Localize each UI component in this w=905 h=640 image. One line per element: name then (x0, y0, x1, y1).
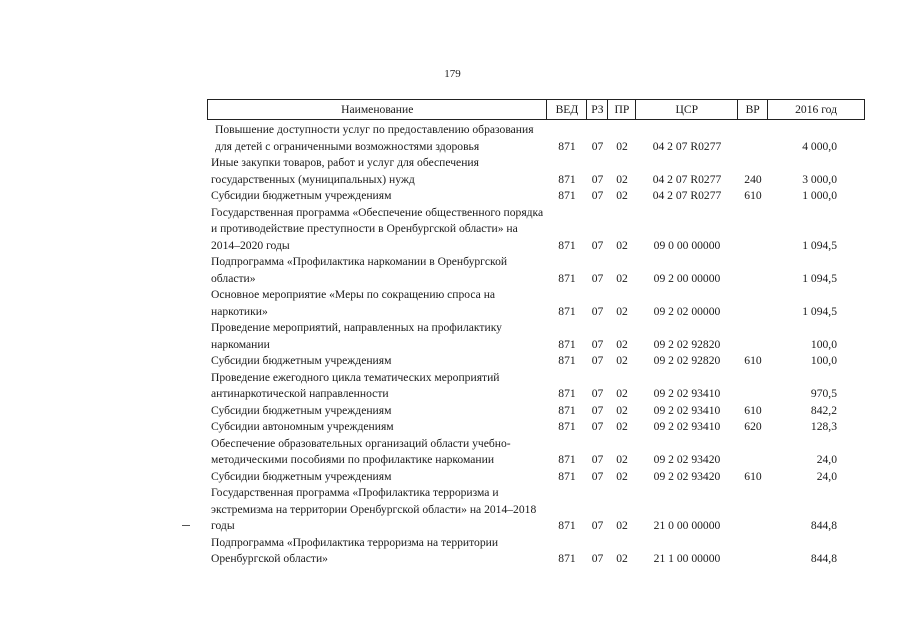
row-csr: 09 2 02 93410 (653, 403, 721, 417)
table-row (207, 320, 865, 353)
row-csr: 09 2 02 93410 (653, 387, 721, 400)
row-name: Проведение мероприятий, направленных на профилактику наркомании (211, 321, 502, 351)
row-rz: 07 (591, 238, 604, 252)
row-csr: 09 2 02 00000 (653, 304, 721, 318)
row-pr: 02 (616, 238, 628, 252)
row-csr: 09 2 00 00000 (653, 271, 721, 285)
row-ved: 871 (558, 420, 576, 433)
row-rz: 07 (591, 403, 604, 417)
row-vr: 610 (744, 469, 762, 483)
header-year: 2016 год (768, 100, 865, 119)
row-csr: 21 1 00 00000 (653, 552, 721, 565)
row-rz: 07 (591, 387, 604, 400)
row-csr: 04 2 07 R0277 (652, 139, 722, 153)
row-name: Обеспечение образовательных организаций области учебно-методическими пособиями по профилактике наркомании (211, 436, 511, 466)
table-row (207, 353, 865, 370)
row-pr: 02 (616, 172, 628, 186)
row-rz: 07 (591, 304, 604, 318)
row-amount: 1 094,5 (802, 238, 837, 252)
row-pr: 02 (616, 420, 628, 433)
table-row (207, 535, 865, 568)
row-pr: 02 (616, 139, 628, 153)
row-rz: 07 (591, 469, 604, 483)
row-vr: 610 (744, 189, 762, 202)
table-header (207, 99, 865, 120)
table-row (207, 205, 865, 255)
row-ved: 871 (558, 519, 576, 532)
row-rz: 07 (591, 420, 604, 433)
row-amount: 842,2 (810, 403, 837, 417)
row-vr: 610 (744, 354, 762, 367)
row-vr: 240 (744, 172, 762, 186)
row-ved: 871 (558, 387, 576, 400)
row-ved: 871 (558, 139, 576, 153)
table-row (207, 370, 865, 403)
budget-table (207, 99, 865, 568)
row-amount: 4 000,0 (802, 139, 837, 153)
row-amount: 1 094,5 (802, 271, 837, 285)
row-rz: 07 (591, 337, 604, 351)
row-name: Подпрограмма «Профилактика терроризма на территории Оренбургской области» (211, 535, 499, 565)
row-ved: 871 (558, 403, 576, 417)
row-pr: 02 (616, 453, 628, 466)
header-ved: ВЕД (547, 100, 587, 119)
row-name: Субсидии автономным учреждениям (211, 420, 394, 433)
header-pr: ПР (608, 100, 636, 119)
table-row (207, 254, 865, 287)
row-ved: 871 (558, 172, 576, 186)
row-pr: 02 (616, 354, 628, 367)
row-name: Субсидии бюджетным учреждениям (211, 189, 392, 202)
row-csr: 21 0 00 00000 (653, 519, 721, 532)
row-ved: 871 (558, 453, 576, 466)
table-row (207, 403, 865, 420)
row-ved: 871 (558, 469, 576, 483)
row-amount: 844,8 (810, 519, 837, 532)
row-rz: 07 (591, 552, 604, 565)
row-name: Государственная программа «Обеспечение общественного порядка и противодействие преступности в Оренбургской области» на 2014–2020 годы (211, 205, 544, 252)
row-rz: 07 (591, 354, 604, 367)
row-pr: 02 (616, 519, 628, 532)
table-row (207, 287, 865, 320)
row-amount: 100,0 (810, 337, 837, 351)
row-name: Субсидии бюджетным учреждениям (211, 403, 392, 417)
row-amount: 1 000,0 (802, 189, 837, 202)
row-csr: 09 2 02 93410 (653, 420, 721, 433)
row-amount: 128,3 (810, 420, 837, 433)
table-row (207, 485, 865, 535)
row-amount: 24,0 (816, 469, 837, 483)
row-amount: 3 000,0 (802, 172, 837, 186)
margin-mark (182, 525, 190, 526)
row-rz: 07 (591, 172, 604, 186)
row-amount: 844,8 (810, 552, 837, 565)
row-pr: 02 (616, 337, 628, 351)
row-csr: 09 2 02 93420 (653, 469, 721, 483)
row-pr: 02 (616, 469, 628, 483)
row-amount: 100,0 (810, 354, 837, 367)
table-row (207, 436, 865, 469)
row-csr: 09 2 02 92820 (653, 337, 721, 351)
row-csr: 04 2 07 R0277 (652, 172, 722, 186)
row-pr: 02 (616, 304, 628, 318)
row-amount: 24,0 (816, 453, 837, 466)
row-pr: 02 (616, 552, 628, 565)
row-name: Основное мероприятие «Меры по сокращению спроса на наркотики» (211, 288, 496, 318)
row-ved: 871 (558, 189, 576, 202)
row-amount: 970,5 (810, 387, 837, 400)
header-rz: РЗ (587, 100, 608, 119)
table-row (207, 419, 865, 436)
row-name: Иные закупки товаров, работ и услуг для обеспечения государственных (муниципальных) нужд (211, 156, 479, 186)
page-number: 179 (444, 68, 461, 80)
row-name: Субсидии бюджетным учреждениям (211, 354, 392, 367)
row-rz: 07 (591, 139, 604, 153)
row-csr: 09 0 00 00000 (653, 238, 721, 252)
row-ved: 871 (558, 337, 576, 351)
row-ved: 871 (558, 552, 576, 565)
row-ved: 871 (558, 304, 576, 318)
table-row (207, 469, 865, 486)
table-row (207, 155, 865, 188)
table-row (207, 122, 865, 155)
row-pr: 02 (616, 271, 628, 285)
row-name: Проведение ежегодного цикла тематических мероприятий антинаркотической направленности (211, 370, 500, 400)
row-vr: 620 (744, 420, 762, 433)
row-pr: 02 (616, 189, 628, 202)
row-ved: 871 (558, 238, 576, 252)
row-csr: 09 2 02 93420 (653, 453, 721, 466)
row-pr: 02 (616, 403, 628, 417)
row-amount: 1 094,5 (802, 304, 837, 318)
row-pr: 02 (616, 387, 628, 400)
row-rz: 07 (591, 189, 604, 202)
row-rz: 07 (591, 453, 604, 466)
row-name: Субсидии бюджетным учреждениям (211, 469, 392, 483)
header-name: Наименование (208, 100, 547, 119)
row-rz: 07 (591, 519, 604, 532)
row-name: Государственная программа «Профилактика терроризма и экстремизма на территории Оренбургской области» на 2014–2018 годы (211, 486, 537, 532)
row-rz: 07 (591, 271, 604, 285)
row-name: Повышение доступности услуг по предоставлению образования для детей с ограниченными возможностями здоровья (215, 123, 534, 153)
row-ved: 871 (558, 271, 576, 285)
row-name: Подпрограмма «Профилактика наркомании в Оренбургской области» (211, 255, 508, 285)
header-csr: ЦСР (636, 100, 738, 119)
row-ved: 871 (558, 354, 576, 367)
table-row (207, 188, 865, 205)
table-body (207, 120, 865, 568)
row-vr: 610 (744, 403, 762, 417)
row-csr: 04 2 07 R0277 (652, 189, 722, 202)
row-csr: 09 2 02 92820 (653, 354, 721, 367)
header-vr: ВР (738, 100, 768, 119)
